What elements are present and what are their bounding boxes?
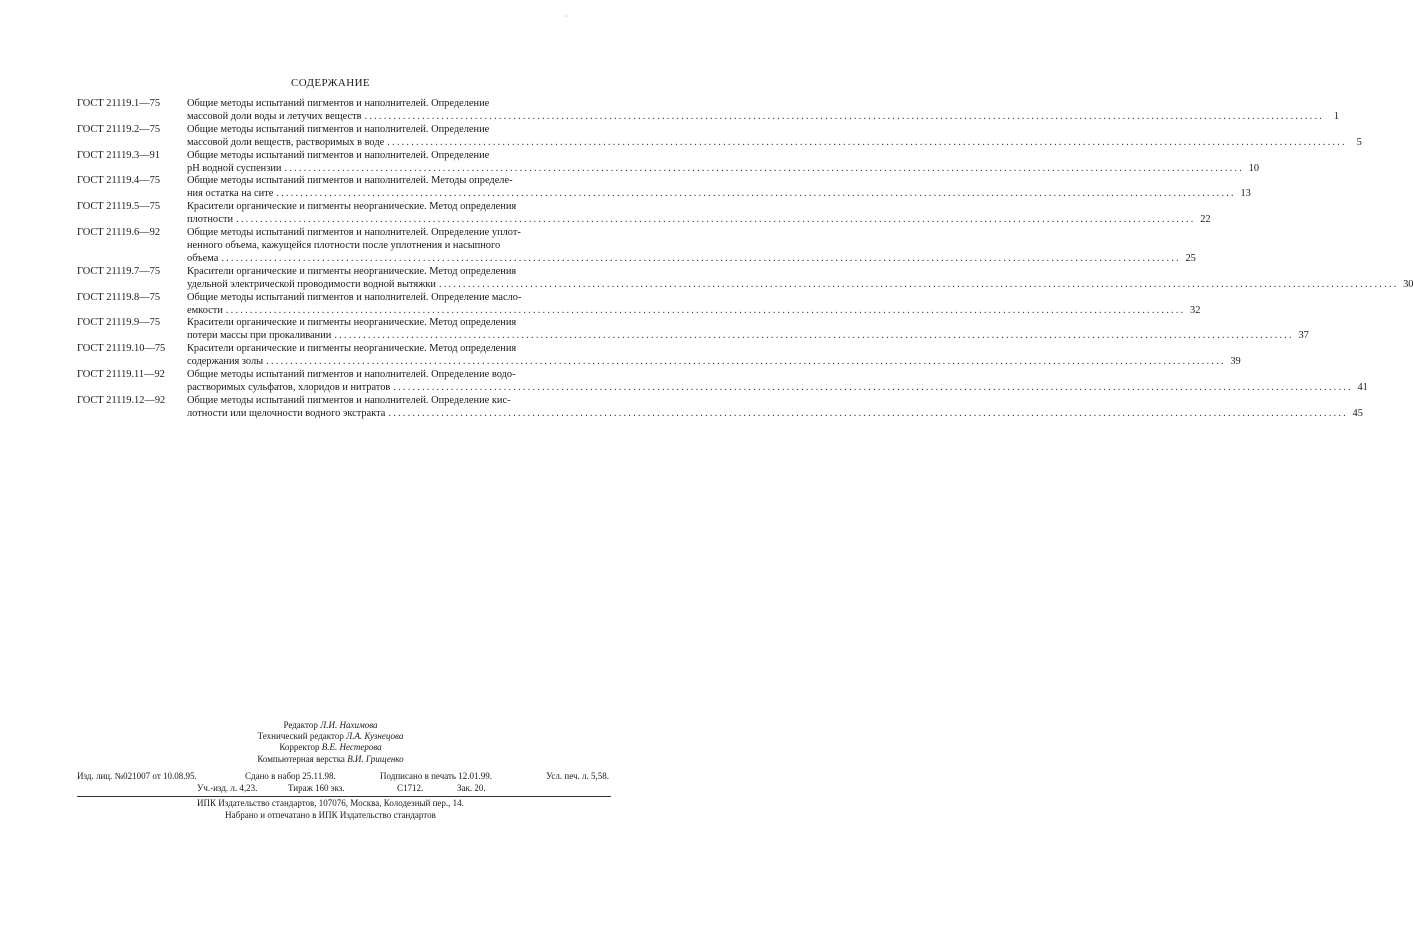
toc-leader-dots: ........................................................................................................................................................................................................ bbox=[225, 304, 1186, 316]
toc-entry-title-line: ненного объема, кажущейся плотности после уплотнения и насыпного bbox=[187, 239, 501, 251]
toc-entry-title-line: Красители органические и пигменты неорганические. Метод определения bbox=[187, 265, 517, 277]
toc-entry bbox=[77, 394, 1363, 421]
toc-entry-title-end: лотности или щелочности водного экстракта bbox=[187, 407, 386, 419]
credit-role: Технический редактор bbox=[257, 731, 344, 742]
toc-entry-last-line bbox=[187, 162, 1260, 176]
toc-entry bbox=[77, 343, 1241, 369]
toc-entry-title-end: ния остатка на сите bbox=[187, 188, 274, 200]
toc-entry-title-line: Общие методы испытаний пигментов и наполнителей. Определение кис- bbox=[187, 394, 511, 406]
toc-entry-last-line bbox=[187, 304, 1201, 318]
toc-leader-dots: ........................................................................................................................................................................................................ bbox=[364, 110, 1325, 122]
toc-entry-title-end: массовой доли воды и летучих веществ bbox=[187, 110, 362, 122]
imprint-divider bbox=[77, 796, 611, 797]
signed-to-print-date: Подписано в печать 12.01.99. bbox=[380, 771, 493, 781]
toc-entry-last-line bbox=[187, 330, 1309, 343]
toc-entry-title-line: Общие методы испытаний пигментов и наполнителей. Методы определе- bbox=[187, 175, 513, 187]
toc-entry-last-line bbox=[187, 381, 1368, 395]
toc-entry-title-end: pH водной суспензии bbox=[187, 162, 282, 174]
toc-entry-title-end: емкости bbox=[187, 304, 223, 316]
credit-name: Л.И. Нахимова bbox=[320, 720, 378, 730]
toc-leader-dots: ........................................................................................................................................................................................................ bbox=[236, 214, 1196, 226]
toc-entry-body bbox=[187, 343, 1241, 369]
toc-page-number: 37 bbox=[1298, 330, 1309, 342]
credit-line bbox=[0, 731, 661, 742]
print-code: С1712. bbox=[397, 783, 424, 793]
toc-page-number: 25 bbox=[1185, 252, 1196, 264]
credit-name: В.И. Грищенко bbox=[347, 753, 404, 764]
toc-entry bbox=[77, 98, 1340, 124]
credit-name: Л.А. Кузнецова bbox=[346, 731, 404, 742]
order-number: Зак. 20. bbox=[457, 783, 486, 793]
toc-leader-dots: ........................................................................................................................................................................................................ bbox=[221, 252, 1181, 264]
toc-entry bbox=[77, 265, 1413, 292]
toc-leader-dots: ........................................................................................................................................................................................................ bbox=[438, 278, 1399, 290]
toc-entry-title-end: потери массы при прокаливании bbox=[187, 330, 332, 342]
toc-entry-code: ГОСТ 21119.2—75 bbox=[77, 123, 161, 135]
toc-entry-body bbox=[187, 317, 1309, 343]
toc-leader-dots: ........................................................................................................................................................................................................ bbox=[334, 330, 1294, 342]
toc-leader-dots: ........................................................................................................................................................................................................ bbox=[388, 407, 1348, 419]
credit-line bbox=[0, 742, 661, 753]
toc-leader-dots: ........................................................................................................................................................................................................ bbox=[387, 136, 1347, 148]
toc-entry bbox=[77, 291, 1201, 318]
toc-entry-title-line: Общие методы испытаний пигментов и наполнителей. Определение bbox=[187, 123, 490, 135]
toc-entry-code: ГОСТ 21119.9—75 bbox=[77, 317, 161, 329]
sent-to-set-date: Сдано в набор 25.11.98. bbox=[245, 771, 336, 781]
toc-page-number: 1 bbox=[1333, 110, 1340, 122]
toc-entry-title-line: Общие методы испытаний пигментов и наполнителей. Определение масло- bbox=[187, 291, 522, 303]
toc-entry-code: ГОСТ 21119.3—91 bbox=[77, 149, 161, 161]
toc-entry bbox=[77, 123, 1362, 150]
credit-role: Корректор bbox=[279, 742, 320, 753]
toc-title: СОДЕРЖАНИЕ bbox=[290, 77, 371, 89]
toc-entry-code: ГОСТ 21119.5—75 bbox=[77, 201, 161, 213]
toc-entry-title-line: Красители органические и пигменты неорганические. Метод определения bbox=[187, 343, 517, 355]
credit-line bbox=[0, 720, 661, 731]
print-sheets: Усл. печ. л. 5,58. bbox=[546, 771, 609, 781]
toc-entry-last-line bbox=[187, 110, 1340, 124]
toc-entry-body bbox=[187, 265, 1413, 292]
toc-entry-title-line: Общие методы испытаний пигментов и наполнителей. Определение уплот- bbox=[187, 227, 521, 239]
print-run: Тираж 160 экз. bbox=[288, 783, 345, 793]
toc-entry-code: ГОСТ 21119.4—75 bbox=[77, 175, 161, 187]
toc-entry-title-line: Красители органические и пигменты неорганические. Метод определения bbox=[187, 201, 517, 213]
toc-entry-body bbox=[187, 149, 1260, 176]
toc-entry-body bbox=[187, 201, 1211, 227]
publisher-address: ИПК Издательство стандартов, 107076, Москва, Колодезный пер., 14. bbox=[197, 798, 464, 808]
toc-page-number: 45 bbox=[1352, 407, 1363, 419]
toc-entry bbox=[77, 175, 1251, 201]
toc-entry-body bbox=[187, 394, 1363, 421]
table-of-contents bbox=[77, 98, 1413, 421]
toc-page-number: 13 bbox=[1240, 188, 1251, 200]
toc-entry-body bbox=[187, 175, 1251, 201]
credit-name: В.Е. Нестерова bbox=[321, 742, 382, 753]
toc-entry-last-line bbox=[187, 407, 1363, 421]
toc-entry-code: ГОСТ 21119.10—75 bbox=[77, 343, 166, 355]
publisher-sheets: Уч.-изд. л. 4,23. bbox=[197, 783, 258, 793]
toc-entry-code: ГОСТ 21119.11—92 bbox=[77, 369, 165, 381]
toc-entry-title-end: плотности bbox=[187, 214, 234, 226]
toc-entry-title-end: удельной электрической проводимости водной вытяжки bbox=[187, 278, 436, 290]
toc-entry-title-line: Красители органические и пигменты неорганические. Метод определения bbox=[187, 317, 517, 329]
toc-entry-body bbox=[187, 227, 1196, 266]
toc-page-number: 32 bbox=[1190, 304, 1201, 316]
toc-entry-last-line bbox=[187, 214, 1211, 227]
toc-page-number: 39 bbox=[1230, 356, 1241, 368]
toc-entry-code: ГОСТ 21119.6—92 bbox=[77, 227, 161, 239]
imprint-row-1 bbox=[77, 770, 609, 782]
toc-page-number: 41 bbox=[1357, 381, 1368, 393]
toc-entry-code: ГОСТ 21119.8—75 bbox=[77, 291, 161, 303]
toc-entry bbox=[77, 201, 1211, 227]
toc-leader-dots: ........................................................................................................................................................................................................ bbox=[266, 356, 1226, 368]
toc-entry-code: ГОСТ 21119.12—92 bbox=[77, 394, 166, 406]
corner-mark: · bbox=[565, 12, 568, 21]
toc-page-number: 22 bbox=[1200, 214, 1211, 226]
toc-entry-last-line bbox=[187, 278, 1413, 292]
toc-leader-dots: ........................................................................................................................................................................................................ bbox=[393, 381, 1353, 393]
printed-by: Набрано и отпечатано в ИПК Издательство стандартов bbox=[225, 809, 436, 820]
license-number: Изд. лиц. №021007 от 10.08.95. bbox=[77, 771, 197, 781]
credit-role: Редактор bbox=[283, 720, 318, 730]
toc-entry-code: ГОСТ 21119.1—75 bbox=[77, 98, 161, 109]
toc-entry-last-line bbox=[187, 136, 1362, 150]
toc-entry-title-line: Общие методы испытаний пигментов и наполнителей. Определение водо- bbox=[187, 369, 516, 381]
toc-entry-body bbox=[187, 98, 1340, 124]
toc-entry-title-end: массовой доли веществ, растворимых в воде bbox=[187, 136, 385, 148]
toc-entry-last-line bbox=[187, 252, 1196, 266]
imprint-row-2 bbox=[77, 782, 609, 794]
toc-page-number: 30 bbox=[1403, 278, 1413, 290]
toc-entry bbox=[77, 149, 1260, 176]
toc-entry-title-line: Общие методы испытаний пигментов и наполнителей. Определение bbox=[187, 98, 490, 109]
toc-entry-body bbox=[187, 123, 1362, 150]
toc-entry-body bbox=[187, 369, 1368, 395]
toc-entry-title-end: растворимых сульфатов, хлоридов и нитратов bbox=[187, 381, 391, 393]
toc-leader-dots: ........................................................................................................................................................................................................ bbox=[284, 162, 1245, 174]
toc-entry-last-line bbox=[187, 188, 1251, 201]
imprint-block bbox=[77, 770, 609, 794]
credit-role: Компьютерная верстка bbox=[257, 753, 345, 764]
toc-entry-title-end: содержания золы bbox=[187, 356, 264, 368]
credit-line bbox=[0, 754, 661, 765]
toc-entry bbox=[77, 317, 1309, 343]
toc-entry bbox=[77, 369, 1368, 395]
toc-entry-body bbox=[187, 291, 1201, 318]
toc-entry-title-line: Общие методы испытаний пигментов и наполнителей. Определение bbox=[187, 149, 490, 161]
toc-entry-title-end: объема bbox=[187, 252, 219, 264]
editorial-credits bbox=[0, 720, 661, 765]
toc-leader-dots: ........................................................................................................................................................................................................ bbox=[276, 188, 1236, 200]
toc-page-number: 10 bbox=[1248, 162, 1260, 174]
toc-entry-code: ГОСТ 21119.7—75 bbox=[77, 265, 161, 277]
toc-entry bbox=[77, 227, 1196, 266]
publisher-info bbox=[0, 798, 661, 821]
toc-entry-last-line bbox=[187, 356, 1241, 369]
toc-page-number: 5 bbox=[1356, 136, 1362, 148]
